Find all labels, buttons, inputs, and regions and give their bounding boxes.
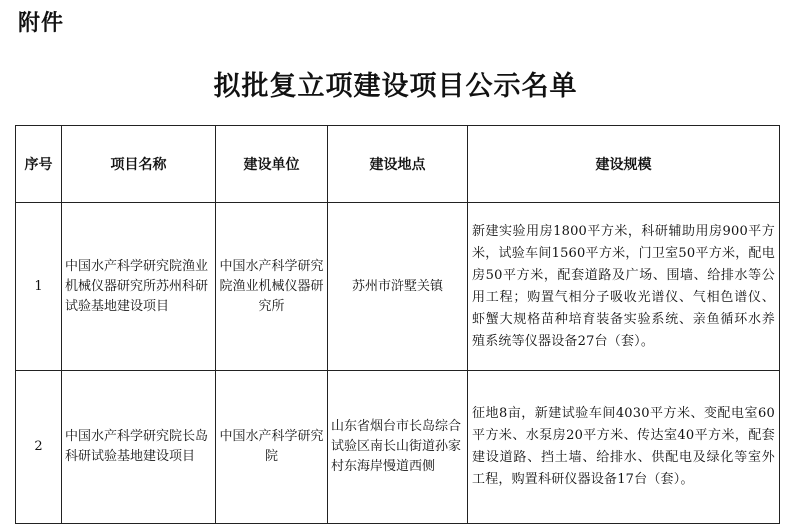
cell-location: 苏州市浒墅关镇 xyxy=(328,203,468,371)
cell-unit: 中国水产科学研究院 xyxy=(216,371,328,524)
cell-name: 中国水产科学研究院渔业机械仪器研究所苏州科研试验基地建设项目 xyxy=(62,203,216,371)
table-header-row xyxy=(16,126,780,203)
cell-location: 山东省烟台市长岛综合试验区南长山街道孙家村东海岸慢道西侧 xyxy=(328,371,468,524)
cell-num: 2 xyxy=(16,371,62,524)
cell-scale: 征地8亩，新建试验车间4030平方米、变配电室60平方米、水泵房20平方米、传达室40平方米，配套建设道路、挡土墙、给排水、供配电及绿化等室外工程，购置科研仪器设备17台（套）。 xyxy=(468,371,780,524)
document-title: 拟批复立项建设项目公示名单 xyxy=(213,71,578,102)
table-row xyxy=(16,371,780,524)
cell-unit: 中国水产科学研究院渔业机械仪器研究所 xyxy=(216,203,328,371)
cell-scale: 新建实验用房1800平方米，科研辅助用房900平方米，试验车间1560平方米，门卫室50平方米，配电房50平方米，配套道路及广场、围墙、给排水等公用工程；购置气相分子吸收光谱仪、气相色谱仪、虾蟹大规格苗种培育装备实验系统、亲鱼循环水养殖系统等仪器设备27台（套）。 xyxy=(468,203,780,371)
header-num: 序号 xyxy=(16,126,62,203)
attachment-label: 附件 xyxy=(18,11,65,36)
cell-num: 1 xyxy=(16,203,62,371)
header-location: 建设地点 xyxy=(328,126,468,203)
table-row xyxy=(16,203,780,371)
cell-name: 中国水产科学研究院长岛科研试验基地建设项目 xyxy=(62,371,216,524)
header-name: 项目名称 xyxy=(62,126,216,203)
header-scale: 建设规模 xyxy=(468,126,780,203)
project-table xyxy=(15,125,780,524)
header-unit: 建设单位 xyxy=(216,126,328,203)
